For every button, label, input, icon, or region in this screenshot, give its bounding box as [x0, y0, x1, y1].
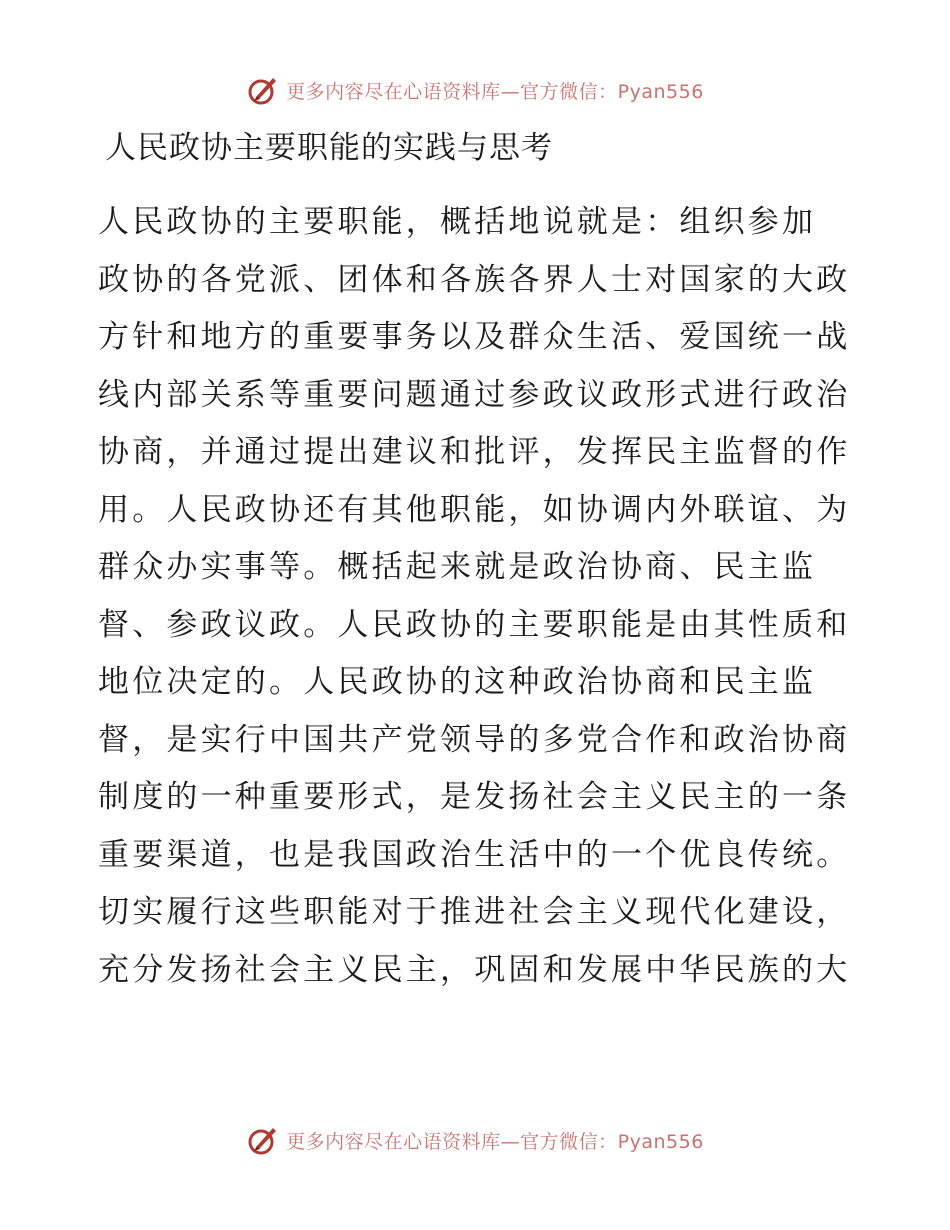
- document-body: [98, 194, 858, 999]
- body-line: 协商，并通过提出建议和批评，发挥民主监督的作: [98, 434, 851, 470]
- footer-banner: [0, 1120, 950, 1160]
- body-line: 切实履行这些职能对于推进社会主义现代化建设，: [98, 894, 851, 930]
- footer-banner-text: 更多内容尽在心语资料库—官方微信：Pyan556: [286, 1130, 704, 1153]
- header-banner: [0, 70, 950, 110]
- body-line: 制度的一种重要形式，是发扬社会主义民主的一条: [98, 779, 851, 815]
- quill-pen-logo-icon: [246, 1123, 280, 1157]
- body-line: 线内部关系等重要问题通过参政议政形式进行政治: [98, 376, 851, 413]
- body-line: 督，是实行中国共产党领导的多党合作和政治协商: [98, 721, 851, 758]
- document-title: 人民政协主要职能的实践与思考: [105, 130, 553, 166]
- body-line: 督、参政议政。人民政协的主要职能是由其性质和: [98, 606, 851, 643]
- header-banner-text: 更多内容尽在心语资料库—官方微信：Pyan556: [286, 80, 704, 103]
- body-line: 群众办实事等。概括起来就是政治协商、民主监: [98, 549, 817, 585]
- quill-pen-logo-icon: [246, 73, 280, 107]
- body-line: 地位决定的。人民政协的这种政治协商和民主监: [98, 664, 817, 700]
- body-line: 用。人民政协还有其他职能，如协调内外联谊、为: [98, 491, 851, 528]
- body-line: 政协的各党派、团体和各族各界人士对国家的大政: [98, 261, 851, 298]
- body-line: 方针和地方的重要事务以及群众生活、爱国统一战: [98, 319, 851, 355]
- body-line: 重要渠道，也是我国政治生活中的一个优良传统。: [98, 836, 851, 873]
- body-line: 充分发扬社会主义民主，巩固和发展中华民族的大: [98, 951, 851, 988]
- body-line: 人民政协的主要职能，概括地说就是：组织参加: [98, 204, 817, 240]
